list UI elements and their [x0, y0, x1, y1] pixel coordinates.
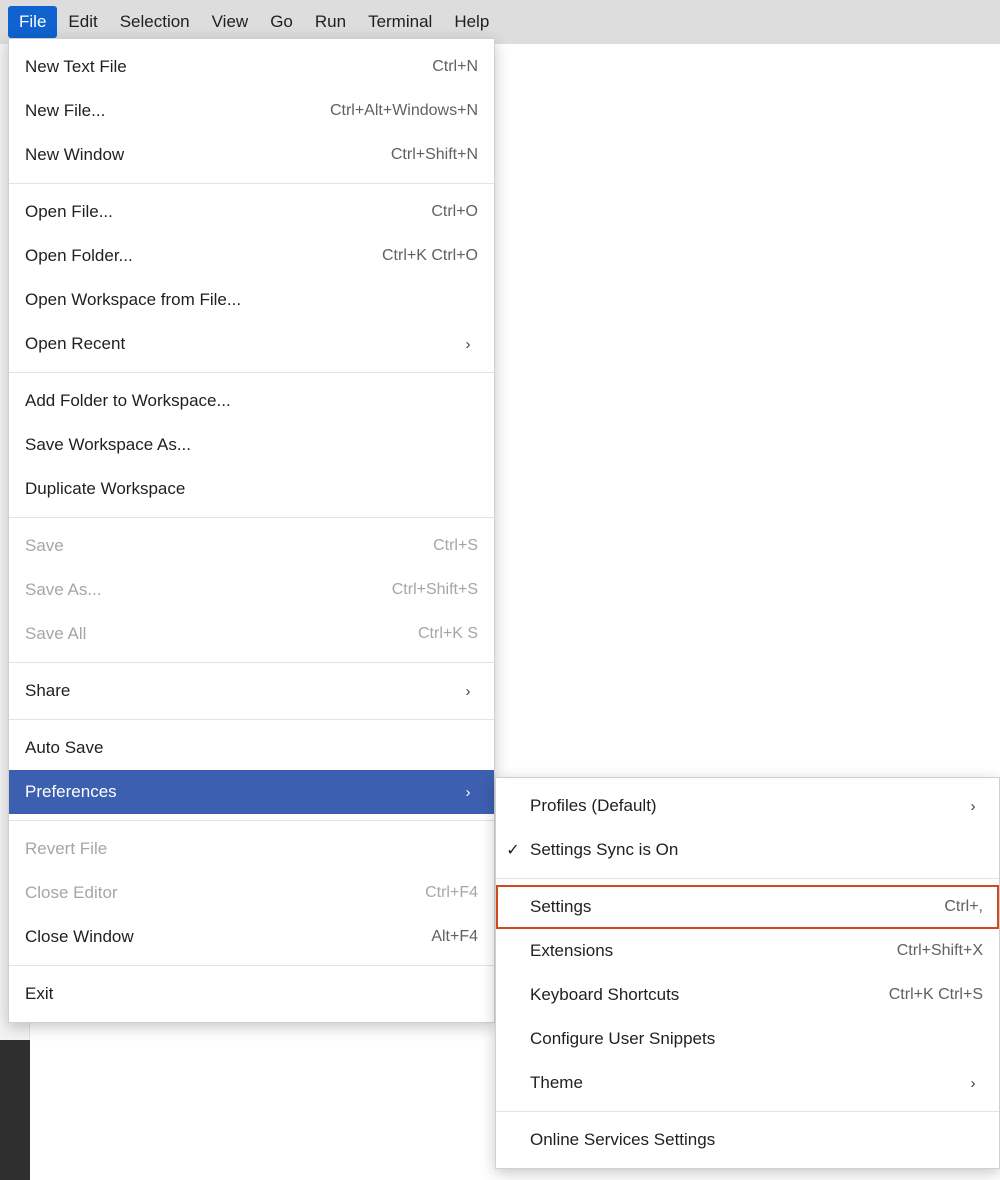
menu-item-settings[interactable] [496, 885, 999, 929]
menu-item-keybinding: Ctrl+Shift+X [896, 942, 983, 959]
menu-item-save-as [9, 568, 494, 612]
menu-item-share[interactable] [9, 669, 494, 713]
menu-item-label: New Window [25, 145, 125, 164]
menu-item-open-file[interactable] [9, 190, 494, 234]
menu-item-theme[interactable] [496, 1061, 999, 1105]
chevron-right-icon: › [970, 1074, 976, 1092]
menu-item-label: Open File... [25, 202, 113, 221]
chevron-right-icon: › [970, 797, 976, 815]
menu-item-save-workspace-as[interactable] [9, 423, 494, 467]
menu-item-new-text-file[interactable] [9, 45, 494, 89]
menu-item-label: New Text File [25, 57, 127, 76]
menu-item-keybinding: Ctrl+Shift+N [390, 146, 478, 163]
menu-item-label: Revert File [25, 839, 108, 858]
menu-item-save-all [9, 612, 494, 656]
menu-item-label: Add Folder to Workspace... [25, 391, 231, 410]
menu-item-keybinding: Ctrl+Alt+Windows+N [329, 102, 478, 119]
chevron-right-icon: › [465, 335, 471, 353]
menu-item-revert-file [9, 827, 494, 871]
menubar-item-edit[interactable]: Edit [68, 12, 98, 31]
menubar-item-run[interactable]: Run [314, 12, 347, 31]
menu-item-label: Close Window [25, 927, 134, 946]
menu-item-label: Auto Save [25, 738, 104, 757]
menu-separator [9, 372, 494, 373]
menu-item-label: Exit [25, 984, 54, 1003]
preferences-submenu[interactable] [495, 777, 1000, 1169]
menu-item-label: Configure User Snippets [530, 1029, 716, 1048]
menu-item-label: Open Recent [25, 334, 126, 353]
menu-separator [9, 719, 494, 720]
menu-item-settings-sync-is-on[interactable] [496, 828, 999, 872]
menubar-item-selection[interactable]: Selection [119, 12, 190, 31]
menu-item-label: Save Workspace As... [25, 435, 191, 454]
menu-item-label: New File... [25, 101, 106, 120]
menu-item-online-services-settings[interactable] [496, 1118, 999, 1162]
menu-item-keybinding: Ctrl+S [433, 537, 478, 554]
menu-item-configure-user-snippets[interactable] [496, 1017, 999, 1061]
menu-item-label: Save [25, 536, 64, 555]
menu-item-keybinding: Alt+F4 [431, 928, 478, 945]
menu-item-preferences[interactable] [9, 770, 494, 814]
menu-separator [9, 517, 494, 518]
menu-item-open-recent[interactable] [9, 322, 494, 366]
menu-item-close-window[interactable] [9, 915, 494, 959]
menu-item-label: Preferences [25, 782, 117, 801]
menu-item-keybinding: Ctrl+K Ctrl+S [888, 986, 983, 1003]
menu-separator [9, 820, 494, 821]
menu-item-keyboard-shortcuts[interactable] [496, 973, 999, 1017]
menu-separator [9, 965, 494, 966]
menu-item-label: Share [25, 681, 71, 700]
menu-item-keybinding: Ctrl+O [431, 203, 478, 220]
menu-item-keybinding: Ctrl+K Ctrl+O [381, 247, 478, 264]
check-icon: ✓ [506, 842, 520, 859]
menu-separator [9, 183, 494, 184]
menu-item-open-workspace-from-file[interactable] [9, 278, 494, 322]
chevron-right-icon: › [465, 682, 471, 700]
file-menu[interactable] [8, 38, 495, 1023]
menubar-item-file[interactable]: File [8, 6, 57, 38]
menu-item-label: Extensions [530, 941, 614, 960]
menu-item-label: Profiles (Default) [530, 796, 657, 815]
menu-item-label: Open Folder... [25, 246, 133, 265]
menu-separator [496, 1111, 999, 1112]
menu-item-keybinding: Ctrl+F4 [425, 884, 478, 901]
menu-item-label: Theme [530, 1073, 583, 1092]
menu-item-label: Online Services Settings [530, 1130, 716, 1149]
menu-item-profiles-default[interactable] [496, 784, 999, 828]
menu-item-exit[interactable] [9, 972, 494, 1016]
menu-item-keybinding: Ctrl+, [944, 898, 983, 915]
menu-item-label: Keyboard Shortcuts [530, 985, 680, 1004]
menu-item-new-window[interactable] [9, 133, 494, 177]
menu-item-save [9, 524, 494, 568]
menu-separator [9, 662, 494, 663]
menu-item-label: Open Workspace from File... [25, 290, 242, 309]
menu-item-duplicate-workspace[interactable] [9, 467, 494, 511]
menu-item-label: Close Editor [25, 883, 118, 902]
menu-item-open-folder[interactable] [9, 234, 494, 278]
chevron-right-icon: › [465, 783, 471, 801]
menu-item-keybinding: Ctrl+K S [417, 625, 478, 642]
menu-item-new-file[interactable] [9, 89, 494, 133]
menu-item-extensions[interactable] [496, 929, 999, 973]
menubar-item-go[interactable]: Go [270, 12, 293, 31]
activity-bar-accent [0, 1040, 30, 1180]
menubar-item-terminal[interactable]: Terminal [368, 12, 433, 31]
menu-item-label: Duplicate Workspace [25, 479, 186, 498]
menu-item-auto-save[interactable] [9, 726, 494, 770]
menu-item-label: Save As... [25, 580, 102, 599]
menu-item-label: Settings [530, 897, 592, 916]
menubar-item-view[interactable]: View [211, 12, 249, 31]
menu-item-label: Settings Sync is On [530, 840, 679, 859]
menu-item-keybinding: Ctrl+Shift+S [391, 581, 478, 598]
menubar-item-help[interactable]: Help [454, 12, 490, 31]
menu-item-keybinding: Ctrl+N [432, 58, 478, 75]
menu-separator [496, 878, 999, 879]
menu-item-add-folder-to-workspace[interactable] [9, 379, 494, 423]
menu-item-label: Save All [25, 624, 87, 643]
menu-item-close-editor [9, 871, 494, 915]
